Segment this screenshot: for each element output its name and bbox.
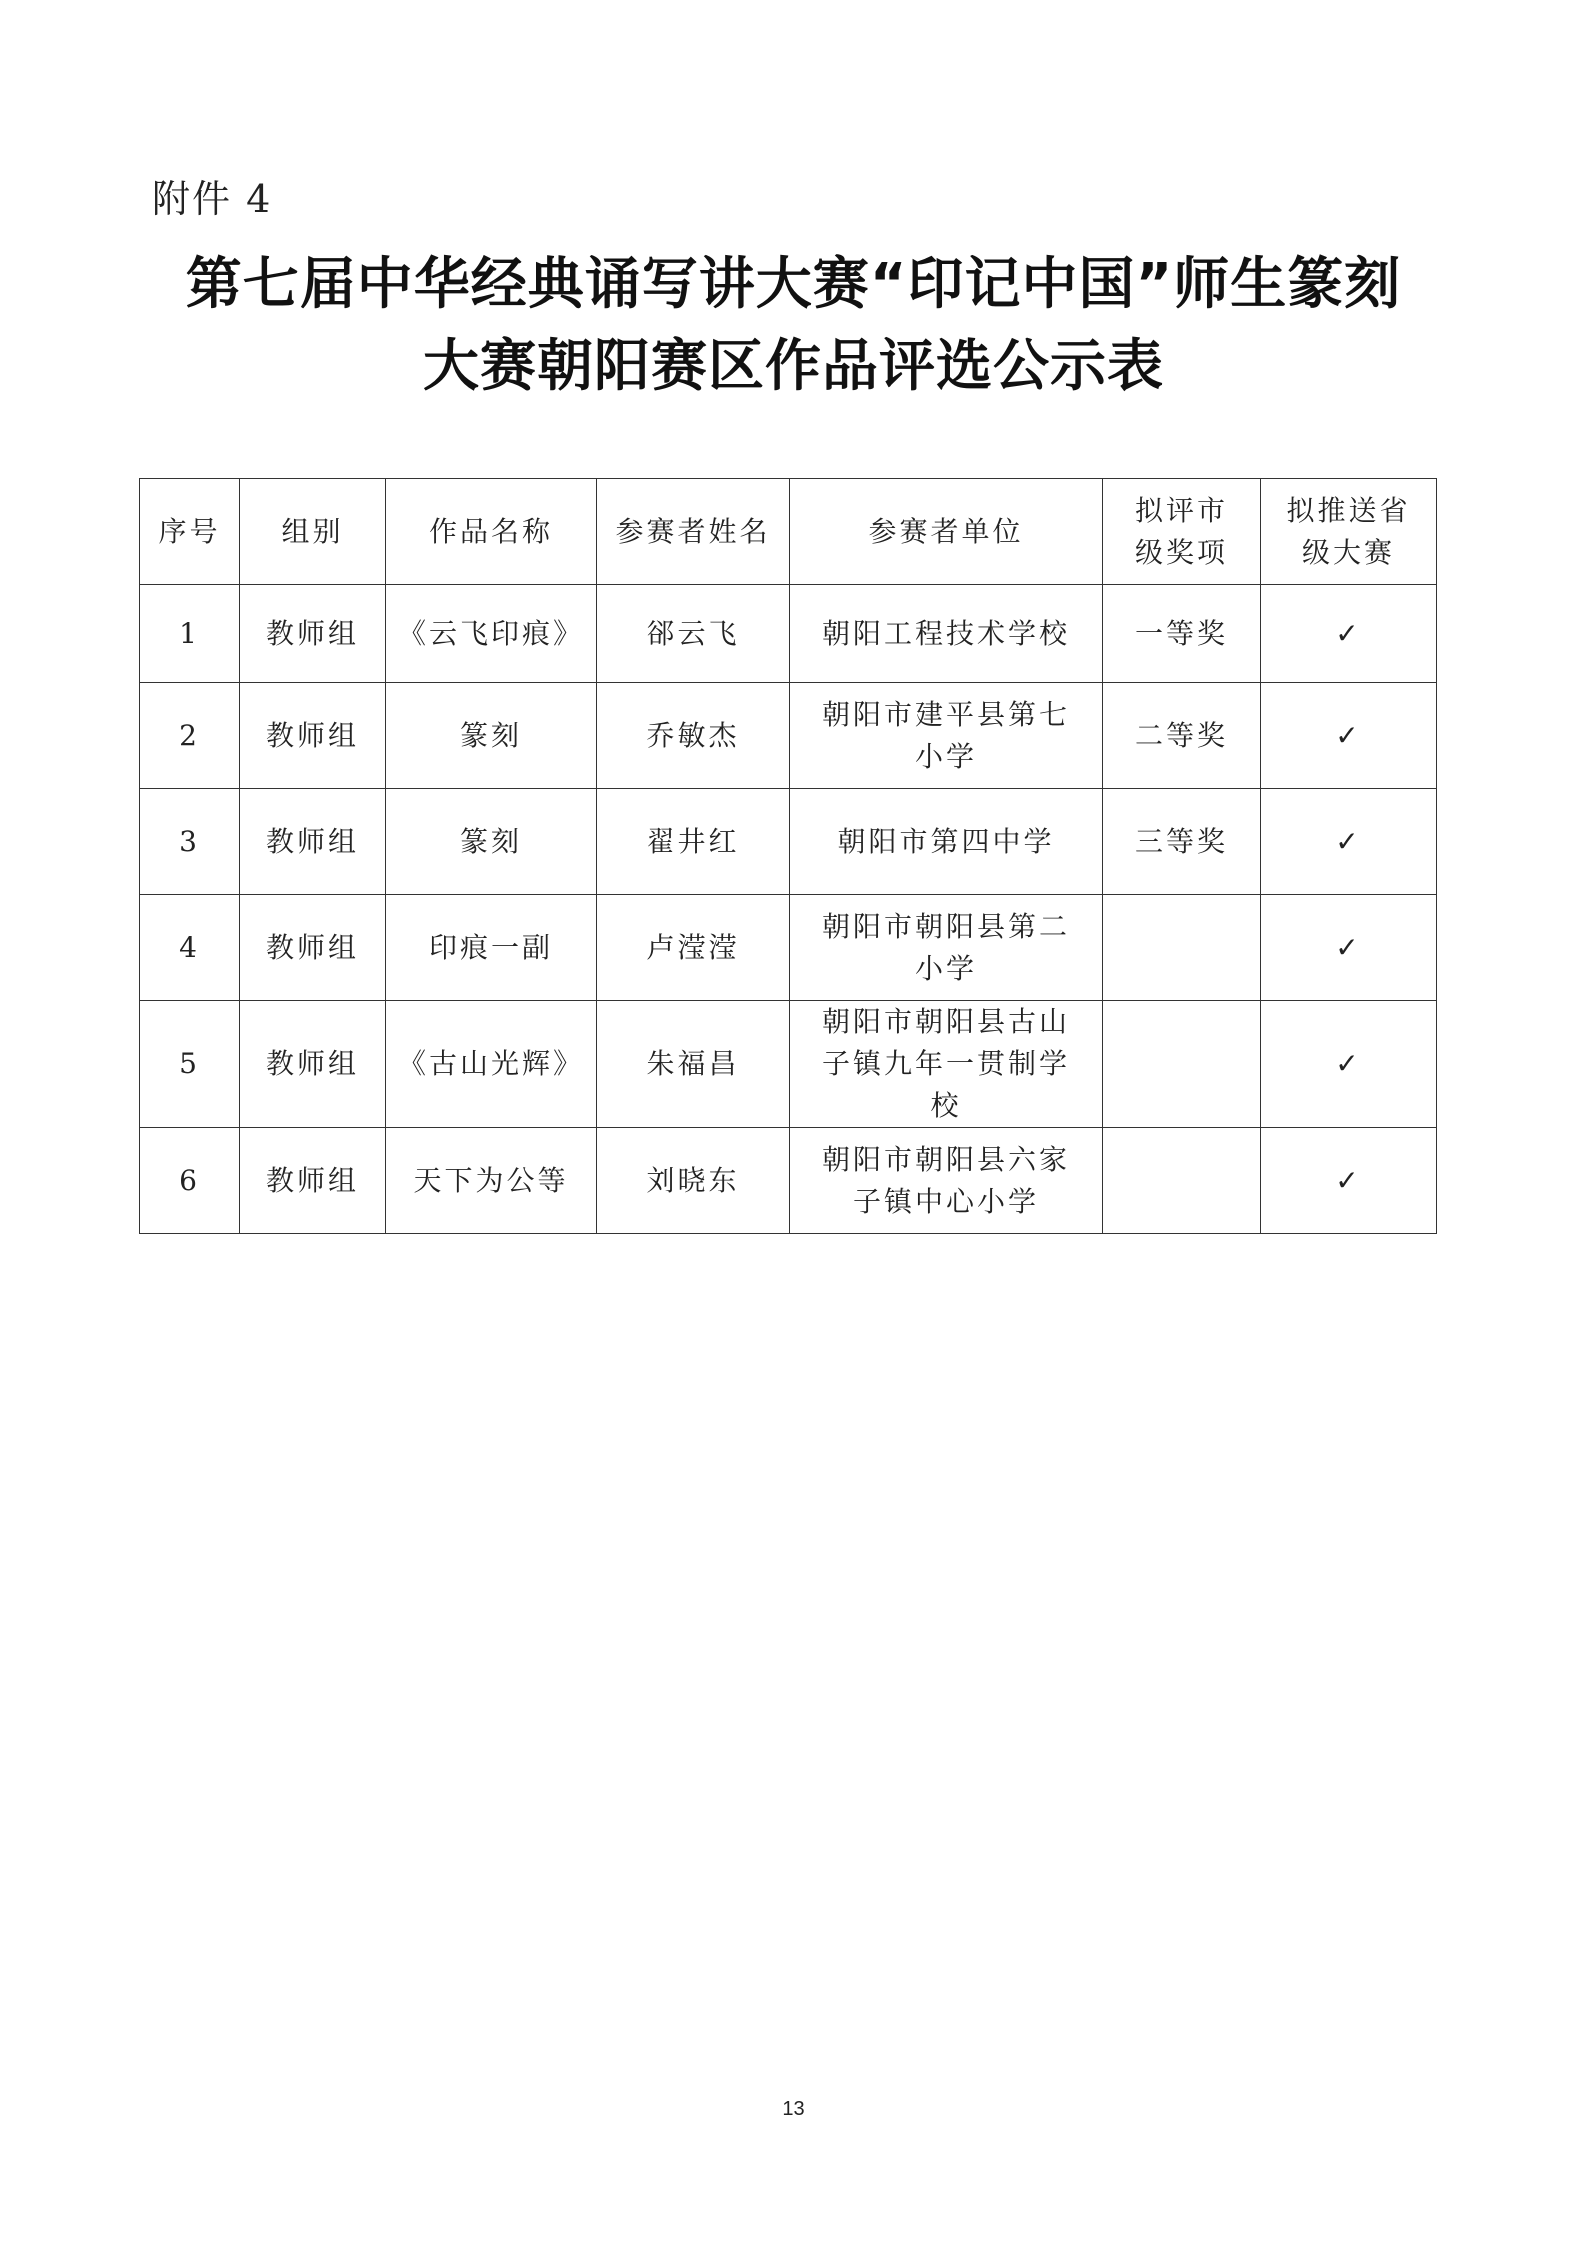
cell-award <box>1103 1128 1261 1234</box>
check-mark-icon: ✓ <box>1261 789 1437 895</box>
check-mark-icon: ✓ <box>1261 683 1437 789</box>
cell-group: 教师组 <box>240 895 386 1001</box>
header-cell-push: 拟推送省级大赛 <box>1261 479 1437 585</box>
check-mark-icon: ✓ <box>1261 895 1437 1001</box>
header-cell-group: 组别 <box>240 479 386 585</box>
cell-no: 4 <box>140 895 240 1001</box>
header-cell-unit: 参赛者单位 <box>790 479 1103 585</box>
cell-award: 二等奖 <box>1103 683 1261 789</box>
cell-name: 卢滢滢 <box>597 895 790 1001</box>
cell-group: 教师组 <box>240 1128 386 1234</box>
cell-group: 教师组 <box>240 1001 386 1128</box>
cell-unit: 朝阳市第四中学 <box>790 789 1103 895</box>
cell-name: 朱福昌 <box>597 1001 790 1128</box>
cell-no: 6 <box>140 1128 240 1234</box>
table-row <box>140 1001 1437 1128</box>
table-row <box>140 1128 1437 1234</box>
cell-work: 《古山光辉》 <box>386 1001 597 1128</box>
cell-work: 篆刻 <box>386 789 597 895</box>
cell-name: 刘晓东 <box>597 1128 790 1234</box>
check-mark-icon: ✓ <box>1261 585 1437 683</box>
cell-award: 一等奖 <box>1103 585 1261 683</box>
cell-work: 《云飞印痕》 <box>386 585 597 683</box>
cell-no: 1 <box>140 585 240 683</box>
cell-name: 乔敏杰 <box>597 683 790 789</box>
cell-group: 教师组 <box>240 683 386 789</box>
cell-award: 三等奖 <box>1103 789 1261 895</box>
table-row <box>140 585 1437 683</box>
cell-unit: 朝阳市朝阳县第二小学 <box>790 895 1103 1001</box>
cell-award <box>1103 1001 1261 1128</box>
table-row <box>140 895 1437 1001</box>
cell-award <box>1103 895 1261 1001</box>
check-mark-icon: ✓ <box>1261 1128 1437 1234</box>
cell-unit: 朝阳市朝阳县六家子镇中心小学 <box>790 1128 1103 1234</box>
cell-name: 翟井红 <box>597 789 790 895</box>
header-cell-work: 作品名称 <box>386 479 597 585</box>
award-table <box>139 478 1437 1234</box>
cell-work: 印痕一副 <box>386 895 597 1001</box>
cell-work: 篆刻 <box>386 683 597 789</box>
cell-group: 教师组 <box>240 789 386 895</box>
cell-no: 3 <box>140 789 240 895</box>
cell-name: 郤云飞 <box>597 585 790 683</box>
check-mark-icon: ✓ <box>1261 1001 1437 1128</box>
cell-unit: 朝阳市建平县第七小学 <box>790 683 1103 789</box>
header-cell-name: 参赛者姓名 <box>597 479 790 585</box>
document-title-line-1: 第七届中华经典诵写讲大赛“印记中国”师生篆刻 <box>185 252 1402 317</box>
cell-work: 天下为公等 <box>386 1128 597 1234</box>
table-row <box>140 683 1437 789</box>
table-header-row <box>140 479 1437 585</box>
cell-no: 2 <box>140 683 240 789</box>
table-row <box>140 789 1437 895</box>
cell-no: 5 <box>140 1001 240 1128</box>
cell-unit: 朝阳市朝阳县古山子镇九年一贯制学校 <box>790 1001 1103 1128</box>
page-number: 13 <box>782 2098 805 2120</box>
header-cell-no: 序号 <box>140 479 240 585</box>
attachment-label: 附件 4 <box>152 177 273 221</box>
cell-unit: 朝阳工程技术学校 <box>790 585 1103 683</box>
document-title-line-2: 大赛朝阳赛区作品评选公示表 <box>423 334 1164 399</box>
cell-group: 教师组 <box>240 585 386 683</box>
header-cell-award: 拟评市级奖项 <box>1103 479 1261 585</box>
